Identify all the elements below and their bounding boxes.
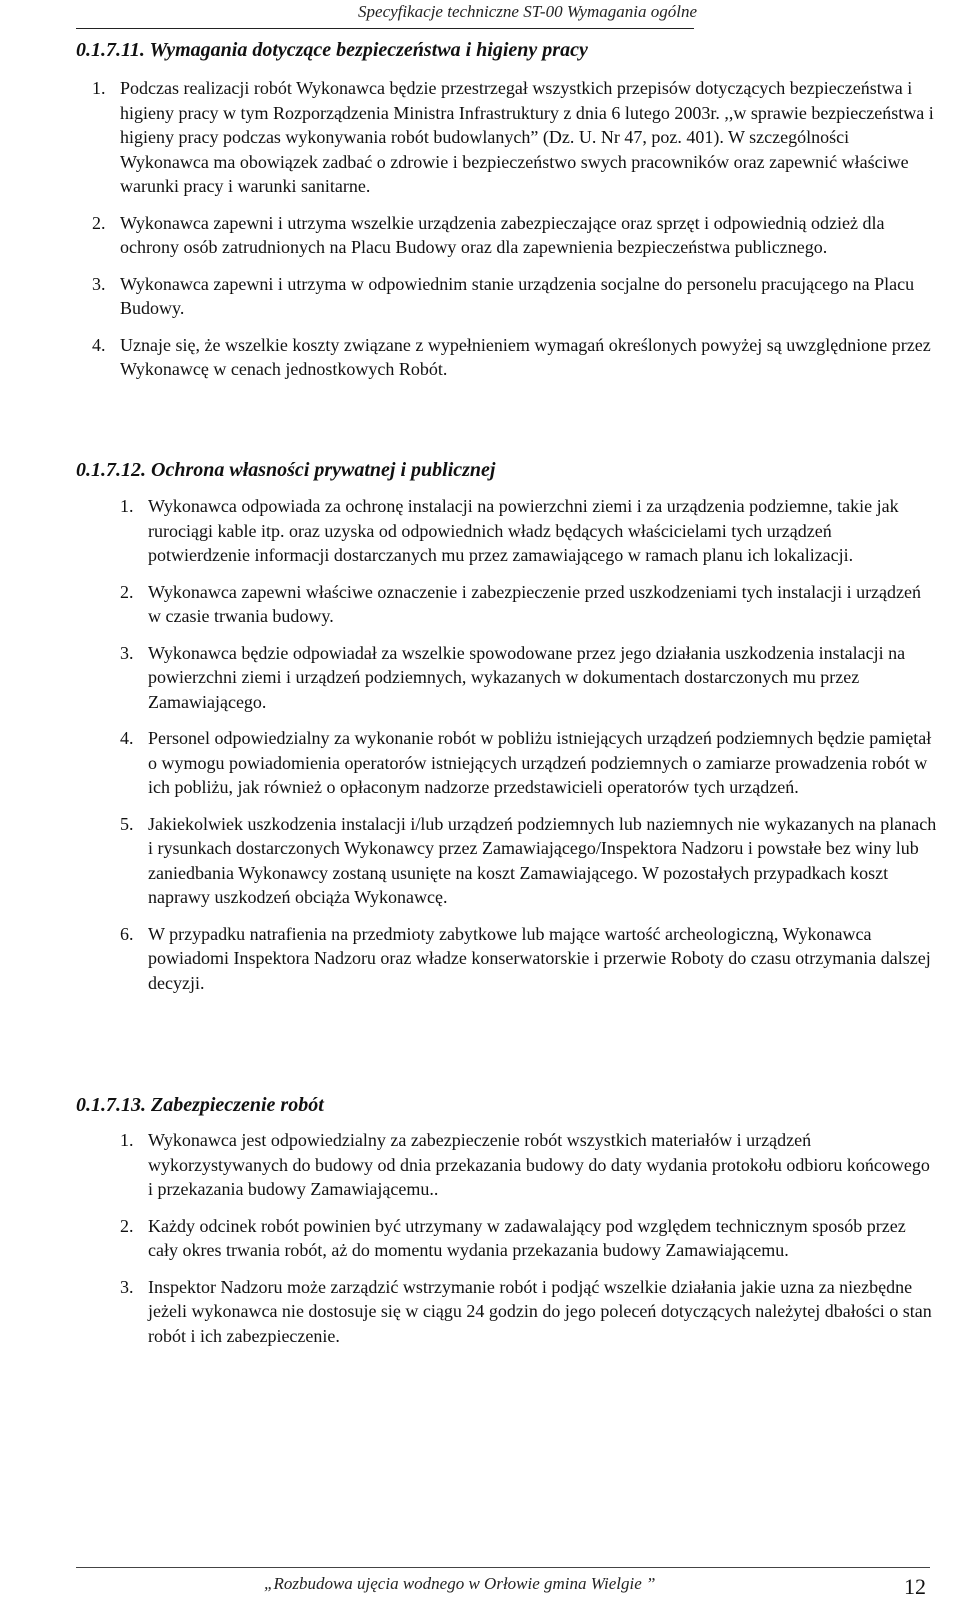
property-protection-list — [120, 494, 938, 995]
list-item — [120, 494, 938, 568]
list-item — [120, 812, 938, 910]
list-item — [120, 1214, 938, 1263]
list-item — [120, 580, 938, 629]
page-number: 12 — [904, 1574, 926, 1599]
item-number: 3. — [120, 642, 134, 663]
item-text: Uznaje się, że wszelkie koszty związane z wypełnieniem wymagań określonych powyżej są uwzględnione przez Wykonawcę w cenach jednostkowych Robót. — [120, 334, 931, 379]
section-title-property-protection: 0.1.7.12. Ochrona własności prywatnej i publicznej — [76, 459, 496, 481]
list-item — [92, 333, 936, 382]
item-number: 4. — [120, 728, 134, 748]
item-text: Każdy odcinek robót powinien być utrzymany w zadawalający pod względem technicznym sposób przez cały okres trwania robót, aż do momentu wydania przekazania budowy Zamawiającemu. — [148, 1215, 906, 1260]
item-text: Wykonawca zapewni właściwe oznaczenie i zabezpieczenie przed uszkodzeniami tych instalacji i urządzeń w czasie trwania budowy. — [148, 581, 922, 626]
item-number: 6. — [120, 923, 134, 944]
list-item — [120, 641, 938, 715]
section-title-works-protection: 0.1.7.13. Zabezpieczenie robót — [76, 1094, 324, 1116]
list-item — [120, 1275, 938, 1349]
item-text: W przypadku natrafienia na przedmioty zabytkowe lub mające wartość archeologiczną, Wykonawca powiadomi Inspektora Nadzoru oraz władze konserwatorskie i przerwie Roboty do czasu otrzymania dalszej decyzji. — [148, 923, 931, 993]
bhp-list — [92, 76, 936, 382]
item-text: Inspektor Nadzoru może zarządzić wstrzymanie robót i podjąć wszelkie działania jakie uzna za niezbędne jeżeli wykonawca nie dostosuje się w ciągu 24 godzin do jego poleceń dotyczących należytej dbałości o stan robót i ich zabezpieczenie. — [148, 1276, 932, 1346]
list-item — [92, 272, 936, 321]
item-number: 5. — [120, 813, 134, 834]
section-title-bhp: 0.1.7.11. Wymagania dotyczące bezpieczeństwa i higieny pracy — [76, 39, 588, 61]
item-text: Wykonawca zapewni i utrzyma wszelkie urządzenia zabezpieczające oraz sprzęt i odpowiednią odzież dla ochrony osób zatrudnionych na Placu Budowy oraz dla zapewnienia bezpieczeństwa publicznego. — [120, 212, 885, 257]
item-text: Wykonawca jest odpowiedzialny za zabezpieczenie robót wszystkich materiałów i urządzeń wykorzystywanych do budowy od dnia przekazania budowy do daty wydania protokołu odbioru końcowego i przekazania budowy Zamawiającemu.. — [148, 1130, 930, 1199]
item-number: 3. — [92, 273, 106, 294]
footer-project-title: „Rozbudowa ujęcia wodnego w Orłowie gmina Wielgie ” — [264, 1574, 656, 1593]
item-number: 2. — [92, 212, 106, 233]
list-item — [92, 211, 936, 260]
item-text: Jakiekolwiek uszkodzenia instalacji i/lub urządzeń podziemnych lub naziemnych nie wykazanych na planach i rysunkach dostarczonych Wykonawcy przez Zamawiającego/Inspektora Nadzoru i powstałe bez winy lub zaniedbania Wykonawcy zostaną usunięte na koszt Zamawiającego. W pozostałych przypadkach koszt naprawy uszkodzeń obciąża Wykonawcę. — [148, 813, 937, 907]
list-item — [120, 726, 938, 800]
item-text: Podczas realizacji robót Wykonawca będzie przestrzegał wszystkich przepisów dotyczących bezpieczeństwa i higieny pracy w tym Rozporządzenia Ministra Infrastruktury z dnia 6 lutego 2003r. ,,w sprawie bezpieczeństwa i higieny pracy podczas wykonywania robót budowlanych” (Dz. U. Nr 47, poz. 401). W szczególności Wykonawca ma obowiązek zadbać o zdrowie i bezpieczeństwo swych pracowników oraz zapewnić właściwe warunki pracy i warunki sanitarne. — [120, 78, 934, 196]
item-number: 2. — [120, 581, 134, 602]
item-number: 1. — [92, 78, 106, 98]
item-text: Wykonawca odpowiada za ochronę instalacji na powierzchni ziemi i za urządzenia podziemne, takie jak rurociągi kable itp. oraz uzyska od odpowiednich władz będących właścicielami tych urządzeń potwierdzenie informacji dostarczanych mu przez zamawiającego w ramach planu ich lokalizacji. — [148, 496, 899, 565]
item-number: 1. — [120, 496, 134, 516]
list-item — [120, 1128, 938, 1202]
running-header: Specyfikacje techniczne ST-00 Wymagania ogólne — [358, 2, 697, 21]
item-number: 3. — [120, 1276, 134, 1297]
header-rule — [76, 28, 694, 29]
item-text: Wykonawca będzie odpowiadał za wszelkie spowodowane przez jego działania uszkodzenia instalacji na powierzchni ziemi i urządzeń podziemnych, wykazanych w dokumentach dostarczonych mu przez Zamawiającego. — [148, 642, 906, 712]
works-protection-list — [120, 1128, 938, 1348]
list-item — [120, 922, 938, 996]
list-item — [92, 76, 936, 199]
item-number: 4. — [92, 334, 106, 355]
item-number: 1. — [120, 1130, 134, 1150]
item-text: Personel odpowiedzialny za wykonanie robót w pobliżu istniejących urządzeń podziemnych będzie pamiętał o wymogu powiadomienia operatorów istniejących urządzeń podziemnych o zamiarze prowadzenia robót w ich pobliżu, jak również o opłaconym nadzorze przedstawicieli operatorów tych urządzeń. — [148, 728, 932, 797]
item-number: 2. — [120, 1215, 134, 1236]
footer-rule — [76, 1567, 930, 1568]
item-text: Wykonawca zapewni i utrzyma w odpowiednim stanie urządzenia socjalne do personelu pracującego na Placu Budowy. — [120, 273, 915, 318]
